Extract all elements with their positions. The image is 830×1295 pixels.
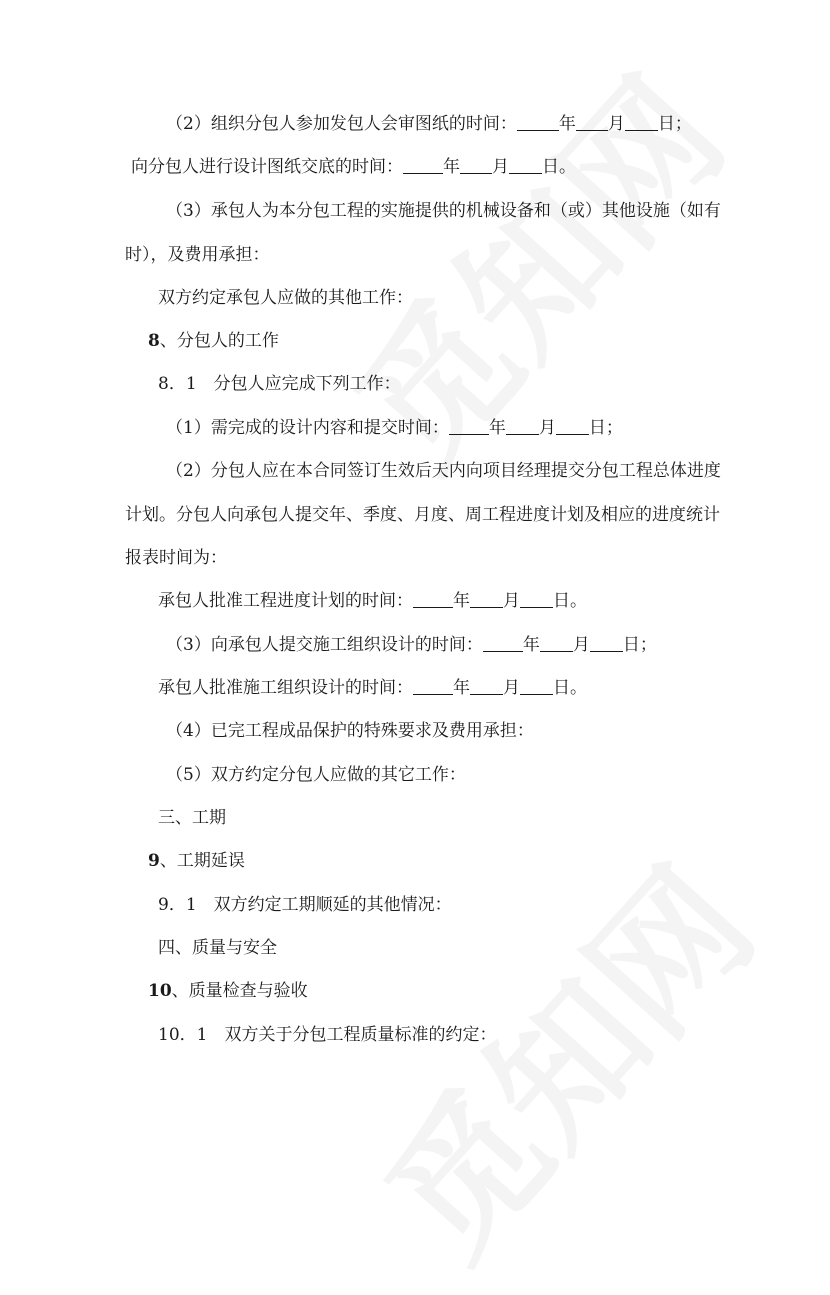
day-label: 日。 xyxy=(553,591,587,611)
section-heading xyxy=(0,330,830,352)
chapter-heading: 三、工期 xyxy=(158,808,226,828)
fill-blank-day xyxy=(509,157,542,174)
day-label: 日； xyxy=(588,418,623,438)
line-text: 承包人批准工程进度计划的时间： xyxy=(158,591,413,611)
section-heading xyxy=(0,850,830,872)
year-label: 年 xyxy=(522,635,540,655)
paragraph-line: （5）双方约定分包人应做的其它工作： xyxy=(166,765,466,785)
paragraph-line: 双方约定承包人应做的其他工作： xyxy=(158,288,413,308)
line-text: 承包人批准施工组织设计的时间： xyxy=(158,678,413,698)
section-number: 10 xyxy=(148,981,172,1001)
paragraph-line xyxy=(0,113,830,135)
paragraph-line: 报表时间为： xyxy=(125,548,227,568)
line-text: （2）组织分包人参加发包人会审图纸的时间： xyxy=(166,114,517,134)
section-title: 、分包人的工作 xyxy=(159,331,279,351)
fill-blank-year xyxy=(413,678,453,695)
paragraph-line xyxy=(0,677,830,699)
paragraph-line xyxy=(0,417,830,439)
year-label: 年 xyxy=(488,418,506,438)
paragraph-line: （4）已完工程成品保护的特殊要求及费用承担： xyxy=(166,721,534,741)
subsection-heading: 10．1 双方关于分包工程质量标准的约定： xyxy=(158,1025,497,1045)
fill-blank-year xyxy=(413,591,453,608)
month-label: 月 xyxy=(503,591,520,611)
month-label: 月 xyxy=(538,418,556,438)
month-label: 月 xyxy=(572,635,590,655)
line-text: 向分包人进行设计图纸交底的时间： xyxy=(131,157,403,177)
line-text: （3）向承包人提交施工组织设计的时间： xyxy=(166,635,483,655)
section-title: 、质量检查与验收 xyxy=(171,981,308,1001)
fill-blank-month xyxy=(460,157,492,174)
paragraph-line: 计划。分包人向承包人提交年、季度、月度、周工程进度计划及相应的进度统计 xyxy=(125,505,720,525)
fill-blank-day xyxy=(520,591,553,608)
subsection-heading: 9．1 双方约定工期顺延的其他情况： xyxy=(158,895,452,915)
fill-blank-day xyxy=(625,114,658,131)
fill-blank-year xyxy=(403,157,443,174)
day-label: 日。 xyxy=(542,157,576,177)
paragraph-line xyxy=(0,634,830,656)
fill-blank-month xyxy=(540,635,573,652)
chapter-heading: 四、质量与安全 xyxy=(158,938,277,958)
fill-blank-month xyxy=(576,114,608,131)
fill-blank-year xyxy=(483,635,523,652)
section-heading xyxy=(0,980,830,1002)
paragraph-line: （2）分包人应在本合同签订生效后天内向项目经理提交分包工程总体进度 xyxy=(166,461,721,481)
fill-blank-day xyxy=(590,635,623,652)
fill-blank-month xyxy=(470,591,503,608)
fill-blank-day xyxy=(520,678,553,695)
section-title: 、工期延误 xyxy=(159,851,245,871)
fill-blank-day xyxy=(556,418,589,435)
year-label: 年 xyxy=(453,591,470,611)
section-number: 8 xyxy=(148,331,160,351)
year-label: 年 xyxy=(443,157,460,177)
subsection-heading: 8．1 分包人应完成下列工作： xyxy=(158,374,401,394)
month-label: 月 xyxy=(503,678,520,698)
day-label: 日。 xyxy=(553,678,587,698)
section-number: 9 xyxy=(148,851,160,871)
paragraph-line xyxy=(0,590,830,612)
day-label: 日； xyxy=(622,635,657,655)
line-text: （1）需完成的设计内容和提交时间： xyxy=(166,418,449,438)
day-label: 日； xyxy=(657,114,692,134)
paragraph-line xyxy=(0,156,830,178)
month-label: 月 xyxy=(492,157,509,177)
paragraph-line: （3）承包人为本分包工程的实施提供的机械设备和（或）其他设施（如有 xyxy=(166,201,721,221)
paragraph-line: 时），及费用承担： xyxy=(125,245,270,265)
month-label: 月 xyxy=(607,114,625,134)
year-label: 年 xyxy=(558,114,576,134)
watermark-stamp xyxy=(330,816,792,1295)
year-label: 年 xyxy=(453,678,470,698)
fill-blank-year xyxy=(517,114,559,131)
fill-blank-month xyxy=(506,418,539,435)
fill-blank-year xyxy=(449,418,489,435)
fill-blank-month xyxy=(470,678,503,695)
